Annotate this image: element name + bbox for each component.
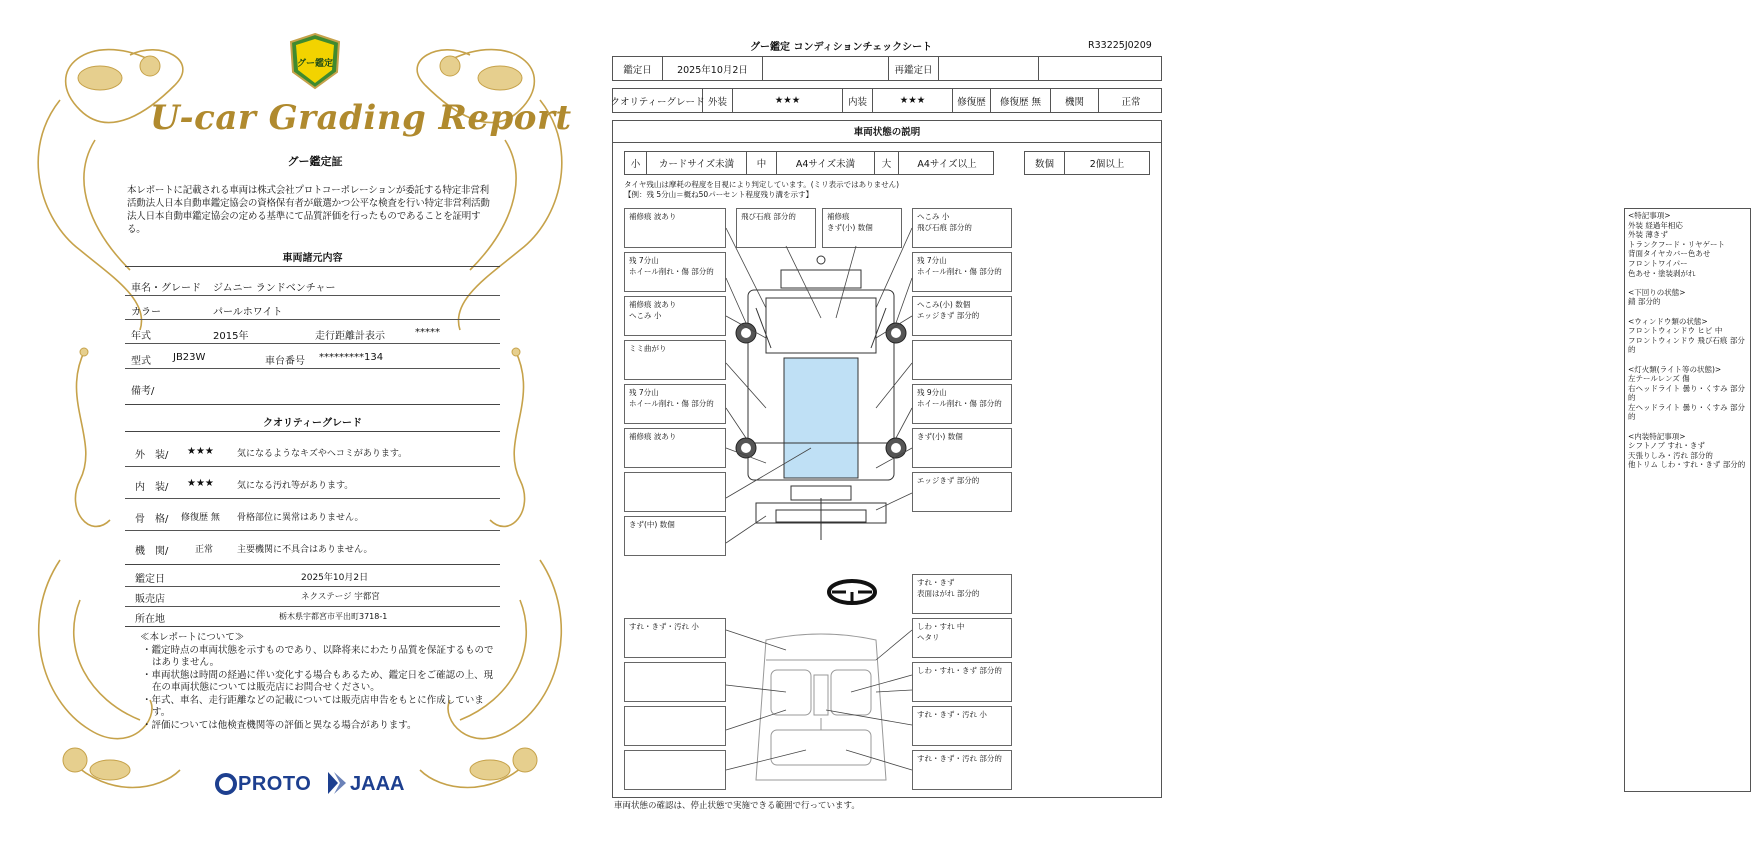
jaaa-logo-text: JAAA bbox=[350, 773, 405, 795]
divider bbox=[125, 431, 500, 432]
size-legend bbox=[624, 151, 994, 175]
frame-desc: 骨格部位に異常はありません。 bbox=[237, 513, 364, 523]
spec-line: <特記事項> bbox=[1628, 211, 1671, 220]
sheet-int-label: 内装 bbox=[843, 89, 873, 112]
state-title: 車両状態の説明 bbox=[612, 120, 1162, 143]
tire-note-1: タイヤ残山は摩耗の程度を目視により判定しています。(ミリ表示ではありません) bbox=[624, 180, 900, 189]
notes-title: ≪本レポートについて≫ bbox=[140, 632, 245, 643]
empty-cell bbox=[1039, 57, 1163, 80]
count-desc: 2個以上 bbox=[1089, 159, 1125, 170]
ext-note-right-4 bbox=[912, 340, 1012, 380]
sheet-ext-label: 外装 bbox=[703, 89, 733, 112]
row-date bbox=[125, 566, 500, 587]
address-value: 栃木県宇都宮市平出町3718-1 bbox=[279, 612, 388, 621]
ext-note-left-8: きず(中) 数個 bbox=[624, 516, 726, 556]
spec-line: <下回りの状態> bbox=[1628, 287, 1686, 297]
spec-section-title: 車両諸元内容 bbox=[282, 253, 343, 264]
row-remarks bbox=[125, 376, 500, 405]
address-label: 所在地 bbox=[135, 614, 165, 625]
report-notes bbox=[140, 632, 500, 732]
row-address bbox=[125, 606, 500, 627]
date-row bbox=[612, 56, 1162, 81]
spec-line: 左テールレンズ 傷 bbox=[1628, 374, 1690, 384]
shop-label: 販売店 bbox=[135, 594, 165, 605]
spec-line: <灯火類(ライト等の状態)> bbox=[1628, 364, 1722, 374]
size-small: 小 bbox=[625, 152, 647, 174]
sheet-ext-stars: ★★★ bbox=[733, 89, 843, 112]
spec-line: フロントワイパー bbox=[1628, 258, 1688, 268]
condition-check-sheet bbox=[600, 0, 1746, 848]
sheet-engine-label: 機関 bbox=[1051, 89, 1099, 112]
int-note-left-3 bbox=[624, 706, 726, 746]
engine-desc: 主要機関に不具合はありません。 bbox=[237, 545, 373, 555]
ext-note-right-1: へこみ 小 飛び石痕 部分的 bbox=[912, 208, 1012, 248]
shop-value: ネクステージ 宇都宮 bbox=[301, 592, 380, 602]
remarks-label: 備考/ bbox=[131, 386, 155, 397]
vehicle-name-value: ジムニー ランドベンチャー bbox=[213, 283, 336, 294]
document-number: R33225J0209 bbox=[1088, 40, 1152, 51]
int-note-right-3: しわ・すれ・きず 部分的 bbox=[912, 662, 1012, 702]
year-value: 2015年 bbox=[213, 331, 249, 342]
note-item: ・評価については他検査機関等の評価と異なる場合があります。 bbox=[142, 719, 417, 731]
sheet-date-value: 2025年10月2日 bbox=[663, 57, 763, 80]
chassis-label: 車台番号 bbox=[265, 356, 305, 367]
size-large: 大 bbox=[875, 152, 899, 174]
ext-note-left-3: 補修痕 波あり へこみ 小 bbox=[624, 296, 726, 336]
interior-stars: ★★★ bbox=[187, 478, 214, 489]
date-value: 2025年10月2日 bbox=[301, 573, 369, 583]
exterior-desc: 気になるようなキズやヘコミがあります。 bbox=[237, 449, 408, 459]
frame-value: 修復歴 無 bbox=[181, 513, 220, 523]
color-label: カラー bbox=[131, 307, 161, 318]
int-note-left-2 bbox=[624, 662, 726, 702]
sheet-date-label: 鑑定日 bbox=[613, 57, 663, 80]
proto-logo-icon bbox=[215, 772, 239, 796]
spec-line bbox=[1628, 307, 1747, 317]
int-note-left-4 bbox=[624, 750, 726, 790]
model-label: 型式 bbox=[131, 356, 151, 367]
divider bbox=[125, 266, 500, 267]
spec-line: 天張りしみ・汚れ 部分的 bbox=[1628, 450, 1713, 460]
spec-line: <内装特記事項> bbox=[1628, 431, 1686, 441]
ext-note-left-1: 補修痕 波あり bbox=[624, 208, 726, 248]
proto-logo-text: PROTO bbox=[238, 773, 312, 795]
exterior-stars: ★★★ bbox=[187, 446, 214, 457]
spec-line: フロントウィンドウ ヒビ 中 bbox=[1628, 326, 1723, 336]
ext-note-left-7 bbox=[624, 472, 726, 512]
int-note-right-2: しわ・すれ 中 ヘタリ bbox=[912, 618, 1012, 658]
note-item: ・車両状態は時間の経過に伴い変化する場合もあるため、鑑定日をご確認の上、現在の車両状態については販売店にお問合せください。 bbox=[142, 669, 494, 693]
row-frame-grade bbox=[125, 504, 500, 531]
ext-note-right-2: 残 7分山 ホイール削れ・傷 部分的 bbox=[912, 252, 1012, 292]
vehicle-name-label: 車名・グレード bbox=[131, 283, 201, 294]
exterior-label: 外 装/ bbox=[135, 450, 169, 461]
frame-label: 骨 格/ bbox=[135, 514, 169, 525]
special-notes-panel bbox=[1624, 208, 1751, 792]
sheet-footer: 車両状態の確認は、停止状態で実施できる範囲で行っています。 bbox=[614, 801, 860, 811]
count-legend bbox=[1024, 151, 1150, 175]
int-note-right-4: すれ・きず・汚れ 小 bbox=[912, 706, 1012, 746]
row-shop bbox=[125, 586, 500, 607]
certificate-subtitle: グー鑑定証 bbox=[287, 155, 343, 168]
row-model bbox=[125, 346, 500, 369]
year-label: 年式 bbox=[131, 331, 151, 342]
qg-label: クオリティーグレード bbox=[613, 89, 703, 112]
row-interior-grade bbox=[125, 472, 500, 499]
mileage-label: 走行距離計表示 bbox=[315, 331, 385, 342]
certificate-body-text: 本レポートに記載される車両は株式会社プロトコーポレーションが委託する特定非営利活動法人日本自動車鑑定協会の資格保有者が厳選かつ公平な検査を行い特定非営利活動法人日本自動車鑑定協会の定める基準にて品質評価を行ったものであることを証明する。 bbox=[127, 185, 490, 235]
sheet-title: グー鑑定 コンディションチェックシート bbox=[750, 42, 933, 53]
row-year bbox=[125, 321, 500, 344]
spec-line: トランクフード・リヤゲート bbox=[1628, 239, 1725, 249]
int-note-right-1: すれ・きず 表面はがれ 部分的 bbox=[912, 574, 1012, 614]
tire-note-2: 【例：残 5分山＝概ね50パーセント程度残り溝を示す】 bbox=[624, 190, 814, 199]
spec-line: 錆 部分的 bbox=[1628, 297, 1661, 307]
engine-label: 機 関/ bbox=[135, 546, 169, 557]
repair-label: 修復歴 bbox=[953, 89, 991, 112]
car-exterior-diagram bbox=[726, 248, 916, 548]
int-note-left-1: すれ・きず・汚れ 小 bbox=[624, 618, 726, 658]
ext-note-top-1: 飛び石痕 部分的 bbox=[736, 208, 816, 248]
ext-note-right-3: へこみ(小) 数個 エッジきず 部分的 bbox=[912, 296, 1012, 336]
spec-line: 左ヘッドライト 曇り・くすみ 部分的 bbox=[1628, 402, 1746, 422]
ext-note-left-5: 残 7分山 ホイール削れ・傷 部分的 bbox=[624, 384, 726, 424]
ext-note-left-4: ミミ曲がり bbox=[624, 340, 726, 380]
engine-value: 正常 bbox=[195, 545, 214, 555]
repair-value: 修復歴 無 bbox=[991, 89, 1051, 112]
int-note-right-5: すれ・きず・汚れ 部分的 bbox=[912, 750, 1012, 790]
color-value: パールホワイト bbox=[213, 307, 283, 318]
note-item: ・年式、車名、走行距離などの記載については販売店申告をもとに作成しています。 bbox=[142, 694, 484, 718]
size-mid-desc: A4サイズ未満 bbox=[777, 152, 875, 174]
steering-wheel-icon bbox=[826, 578, 878, 606]
grading-certificate bbox=[0, 0, 600, 848]
ext-note-left-2: 残 7分山 ホイール削れ・傷 部分的 bbox=[624, 252, 726, 292]
row-color bbox=[125, 297, 500, 320]
grade-section-title: クオリティーグレード bbox=[263, 418, 362, 429]
spec-line: 他トリム しわ・すれ・きず 部分的 bbox=[1628, 460, 1746, 470]
badge-text: グー鑑定 bbox=[296, 59, 333, 69]
date-label: 鑑定日 bbox=[135, 574, 165, 585]
spec-line: 背面タイヤカバー色あせ bbox=[1628, 249, 1711, 259]
sheet-engine-value: 正常 bbox=[1121, 96, 1141, 108]
note-item: ・鑑定時点の車両状態を示すものであり、以降将来にわたり品質を保証するものではありません。 bbox=[142, 644, 494, 668]
ext-note-top-2: 補修痕 きず(小) 数個 bbox=[822, 208, 902, 248]
spec-line: 外装 薄きず bbox=[1628, 230, 1668, 240]
spec-line: 右ヘッドライト 曇り・くすみ 部分的 bbox=[1628, 383, 1746, 403]
spec-line bbox=[1628, 422, 1747, 432]
spec-line bbox=[1628, 278, 1747, 288]
mileage-value: ***** bbox=[415, 327, 440, 338]
jaaa-logo-icon bbox=[326, 770, 348, 796]
spec-line: <ウィンドウ類の状態> bbox=[1628, 316, 1708, 326]
redate-value bbox=[939, 57, 1039, 80]
car-interior-diagram bbox=[726, 630, 916, 790]
row-engine-grade bbox=[125, 536, 500, 565]
ext-note-right-5: 残 9分山 ホイール削れ・傷 部分的 bbox=[912, 384, 1012, 424]
spec-line bbox=[1628, 355, 1747, 365]
spec-line: 外装 経過年相応 bbox=[1628, 220, 1683, 230]
interior-desc: 気になる汚れ等があります。 bbox=[237, 481, 354, 491]
report-script-title: U-car Grading Report bbox=[150, 98, 572, 138]
chassis-value: *********134 bbox=[319, 352, 384, 363]
size-mid: 中 bbox=[747, 152, 777, 174]
sheet-int-stars: ★★★ bbox=[873, 89, 953, 112]
spec-line: シフトノブ すれ・きず bbox=[1628, 441, 1705, 451]
size-small-desc: カードサイズ未満 bbox=[647, 152, 747, 174]
empty-cell bbox=[763, 57, 889, 80]
row-vehicle-name bbox=[125, 273, 500, 296]
ext-note-left-6: 補修痕 波あり bbox=[624, 428, 726, 468]
spec-line: フロントウィンドウ 飛び石痕 部分的 bbox=[1628, 335, 1745, 355]
spec-line: 色あせ・塗装剥がれ bbox=[1628, 268, 1696, 278]
ext-note-right-6: きず(小) 数個 bbox=[912, 428, 1012, 468]
size-large-desc: A4サイズ以上 bbox=[917, 159, 977, 170]
count-label: 数個 bbox=[1025, 152, 1065, 174]
quality-grade-row bbox=[612, 88, 1162, 113]
row-exterior-grade bbox=[125, 440, 500, 467]
redate-label: 再鑑定日 bbox=[889, 57, 939, 80]
interior-label: 内 装/ bbox=[135, 482, 169, 493]
ext-note-right-7: エッジきず 部分的 bbox=[912, 472, 1012, 512]
model-value: JB23W bbox=[173, 352, 206, 363]
